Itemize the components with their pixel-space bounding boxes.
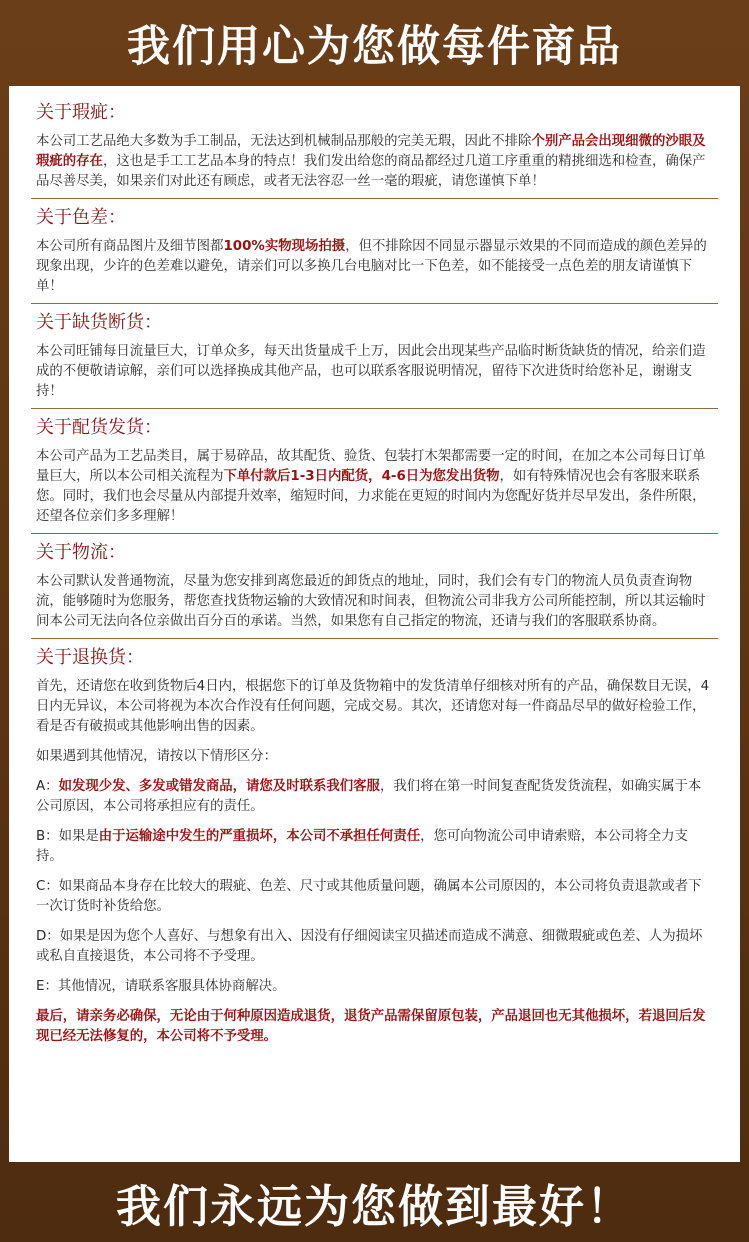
section-title: 关于退换货： bbox=[36, 647, 144, 668]
returns-cases-intro: 如果遇到其他情况，请按以下情形区分： bbox=[36, 749, 278, 764]
section-body bbox=[36, 447, 713, 527]
section-title: 关于色差： bbox=[36, 207, 126, 228]
section-logistics bbox=[31, 540, 718, 632]
case-text: ，您可向物流公司申请索赔，本公司将全力支持。 bbox=[36, 829, 688, 864]
section-shipping bbox=[31, 415, 718, 527]
case-prefix: B：如果是 bbox=[36, 829, 99, 844]
section-returns bbox=[31, 645, 718, 1047]
divider bbox=[31, 198, 718, 199]
section-body bbox=[36, 132, 713, 192]
case-highlight: 如发现少发、多发或错发商品，请您及时联系我们客服 bbox=[58, 779, 380, 794]
footer-title: 我们永远为您做到最好！ bbox=[115, 1179, 633, 1233]
section-title: 关于物流： bbox=[36, 542, 126, 563]
body-text: 本公司工艺品绝大多数为手工制品，无法达到机械制品那般的完美无瑕，因此不排除 bbox=[36, 134, 532, 149]
divider bbox=[31, 533, 718, 534]
section-body bbox=[36, 342, 713, 402]
content-panel bbox=[9, 86, 740, 1162]
returns-case-e: E：其他情况，请联系客服具体协商解决。 bbox=[36, 979, 286, 994]
section-title: 关于瑕疵： bbox=[36, 102, 126, 123]
body-text: ，如有特殊情况也会有客服来联系您。同时，我们也会尽量从内部提升效率，缩短时间，力求能在更短的时间内为您配好货并尽早发出，条件所限，还望各位亲们多多理解！ bbox=[36, 469, 706, 524]
section-color-difference bbox=[31, 205, 718, 297]
body-text: 本公司产品为工艺品类目，属于易碎品，故其配货、验货、包装打木架都需要一定的时间，在加之本公司每日订单量巨大，所以本公司相关流程为 bbox=[36, 449, 706, 484]
body-text: 本公司所有商品图片及细节图都 bbox=[36, 239, 224, 254]
body-highlight: 下单付款后1-3日内配货，4-6日为您发出货物 bbox=[223, 469, 500, 484]
body-text: 本公司旺铺每日流量巨大，订单众多，每天出货量成千上万，因此会出现某些产品临时断货缺货的情况，给亲们造成的不便敬请谅解，亲们可以选择换成其他产品，也可以联系客服说明情况，留待下次进货时给您补足，谢谢支持！ bbox=[36, 344, 706, 399]
returns-case-c: C：如果商品本身存在比较大的瑕疵、色差、尺寸或其他质量问题，确属本公司原因的，本公司将负责退款或者下一次订货时补货给您。 bbox=[36, 879, 702, 914]
divider bbox=[31, 408, 718, 409]
body-text: 本公司默认发普通物流，尽量为您安排到离您最近的卸货点的地址，同时，我们会有专门的物流人员负责查询物流，能够随时为您服务，帮您查找货物运输的大致情况和时间表，但物流公司非我方公司所能控制，所以其运输时间本公司无法向各位亲做出百分百的承诺。当然，如果您有自己指定的物流，还请与我们的客服联系协商。 bbox=[36, 574, 706, 629]
divider bbox=[31, 303, 718, 304]
case-highlight: 由于运输途中发生的严重损坏，本公司不承担任何责任 bbox=[98, 829, 421, 844]
body-highlight: 100%实物现场拍摄 bbox=[223, 239, 346, 254]
section-defects bbox=[31, 100, 718, 192]
body-text: ，这也是手工工艺品本身的特点！我们发出给您的商品都经过几道工序重重的精挑细选和检查，确保产品尽善尽美，如果亲们对此还有顾虑，或者无法容忍一丝一毫的瑕疵，请您谨慎下单！ bbox=[36, 154, 706, 189]
section-title: 关于缺货断货： bbox=[36, 312, 162, 333]
returns-case-d: D：如果是因为您个人喜好、与想象有出入、因没有仔细阅读宝贝描述而造成不满意、细微瑕疵或色差、人为损坏或私自直接退货，本公司将不予受理。 bbox=[36, 929, 703, 964]
header-title: 我们用心为您做每件商品 bbox=[127, 21, 622, 72]
returns-case-b bbox=[36, 827, 713, 867]
divider bbox=[31, 638, 718, 639]
section-body bbox=[36, 572, 713, 632]
section-body bbox=[36, 237, 713, 297]
body-highlight: 个别产品会出现细微的沙眼及瑕疵的存在 bbox=[36, 134, 706, 169]
section-out-of-stock bbox=[31, 310, 718, 402]
case-prefix: A： bbox=[36, 779, 59, 794]
section-title: 关于配货发货： bbox=[36, 417, 162, 438]
returns-intro: 首先，还请您在收到货物后4日内，根据您下的订单及货物箱中的发货清单仔细核对所有的产品，确保数目无误，4日内无异议，本公司将视为本次合作没有任何问题，完成交易。其次，还请您对每一件商品尽早的做好检验工作，看是否有破损或其他影响出售的因素。 bbox=[36, 679, 710, 734]
returns-case-a bbox=[36, 777, 713, 817]
returns-final-note: 最后，请亲务必确保，无论由于何种原因造成退货，退货产品需保留原包装，产品退回也无其他损坏，若退回后发现已经无法修复的，本公司将不予受理。 bbox=[36, 1009, 706, 1044]
body-text: ，但不排除因不同显示器显示效果的不同而造成的颜色差异的现象出现，少许的色差难以避免，请亲们可以多换几台电脑对比一下色差，如不能接受一点色差的朋友请谨慎下单！ bbox=[36, 239, 707, 294]
case-text: ，我们将在第一时间复查配货发货流程，如确实属于本公司原因，本公司将承担应有的责任。 bbox=[36, 779, 702, 814]
